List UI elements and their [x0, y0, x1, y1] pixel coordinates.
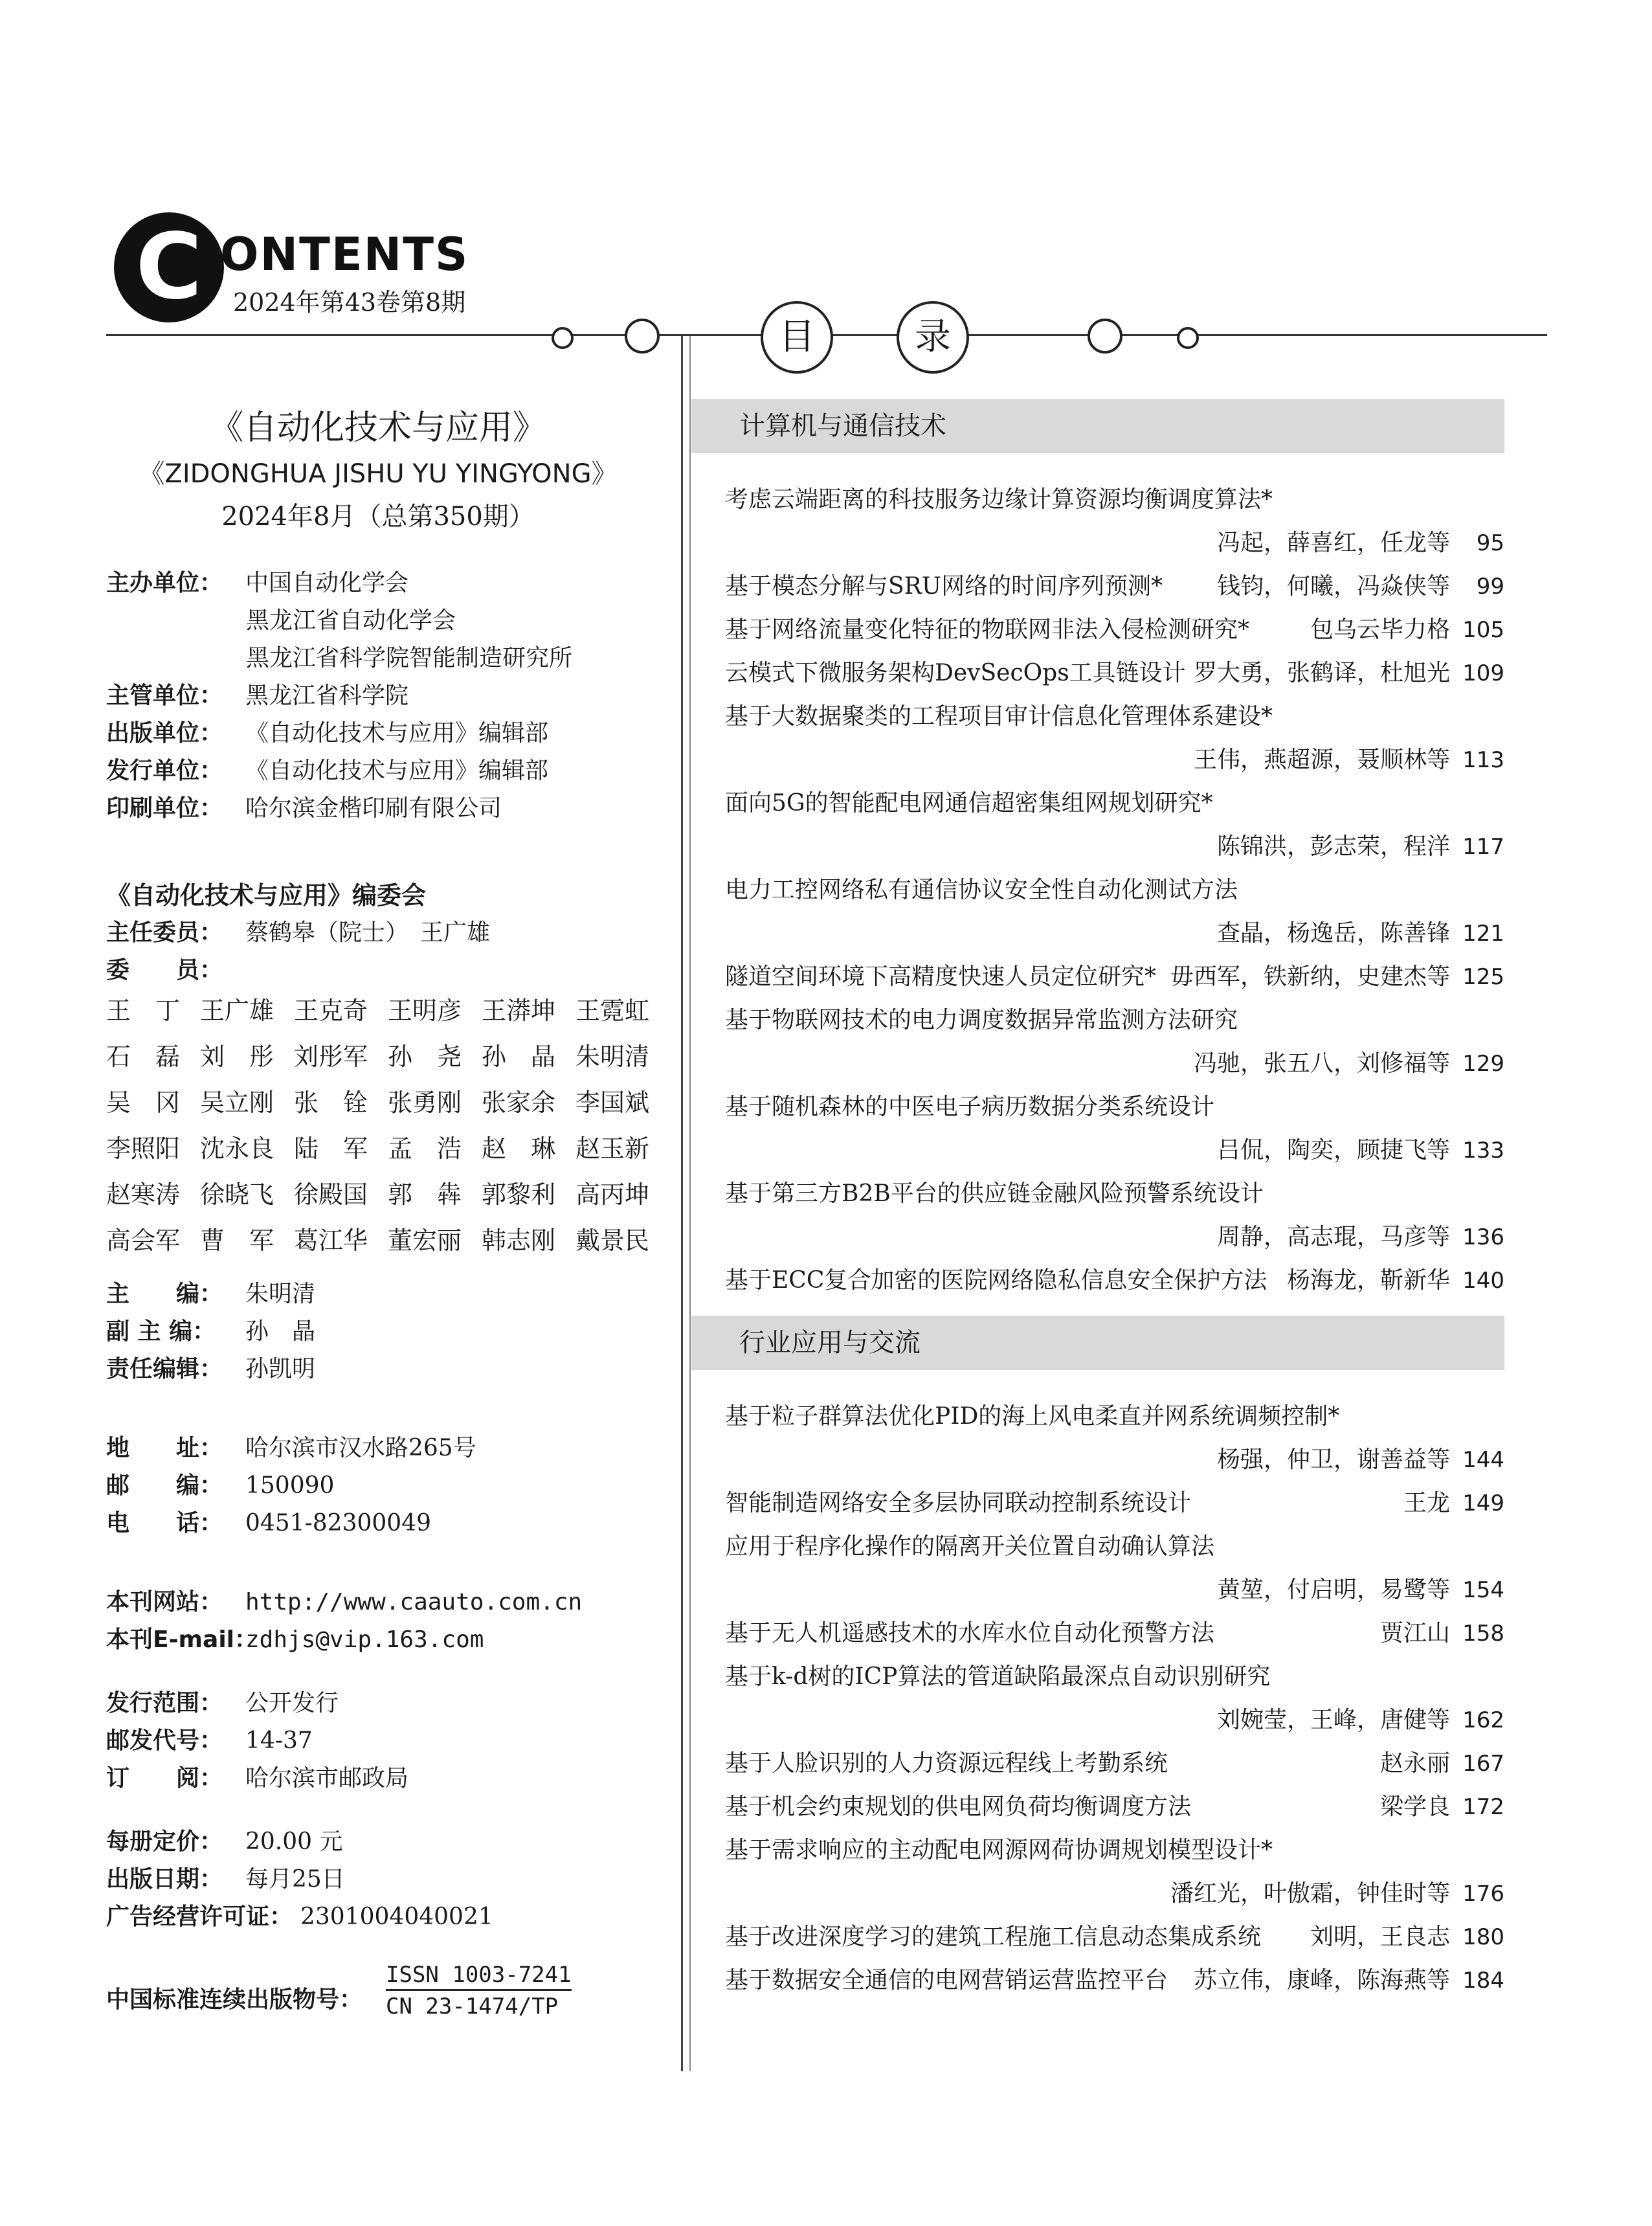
toc-authors: 黄堃，付启明，易鹭等: [1216, 1577, 1450, 1603]
postcode-value: 150090: [245, 1472, 335, 1499]
website-link[interactable]: http://www.caauto.com.cn: [245, 1589, 583, 1615]
director-label: 主任委员：: [106, 919, 223, 946]
committee-member: 韩志刚: [482, 1226, 556, 1255]
toc-entry[interactable]: [725, 1529, 1504, 1565]
publish-date-label: 出版日期：: [106, 1866, 223, 1893]
director-row: [106, 914, 490, 947]
distribution-range-label: 发行范围：: [106, 1690, 223, 1716]
toc-title: 云模式下微服务架构DevSecOps工具链设计: [725, 660, 1186, 686]
committee-member: 刘 彤: [200, 1042, 274, 1071]
toc-title: 基于无人机遥感技术的水库水位自动化预警方法: [725, 1620, 1215, 1647]
toc-authors: 梁学良: [1379, 1793, 1450, 1820]
committee-member: 石 磊: [106, 1042, 181, 1071]
committee-member: 郭黎利: [482, 1180, 556, 1209]
toc-page: 125: [1462, 964, 1504, 990]
toc-title: 基于机会约束规划的供电网负荷均衡调度方法: [725, 1793, 1192, 1820]
publisher-label: 出版单位：: [106, 720, 223, 747]
issn-label: 中国标准连续出版物号：: [106, 1986, 363, 2013]
committee-member: 吴立刚: [200, 1088, 274, 1117]
deputy-editor-value: 孙 晶: [245, 1318, 316, 1345]
toc-entry[interactable]: [725, 1089, 1504, 1125]
toc-entry[interactable]: [725, 1876, 1504, 1912]
committee-member: 陆 军: [294, 1134, 368, 1163]
phone-row: [106, 1505, 431, 1538]
chief-editor-row: [106, 1276, 315, 1309]
committee-member: 徐殿国: [294, 1180, 368, 1209]
toc-title: 基于随机森林的中医电子病历数据分类系统设计: [725, 1094, 1215, 1120]
toc-entry[interactable]: [725, 655, 1504, 691]
committee-member: 王漭坤: [482, 996, 556, 1025]
issn-number: ISSN 1003-7241: [386, 1962, 572, 1991]
address-value: 哈尔滨市汉水路265号: [245, 1435, 476, 1461]
toc-authors: 贾江山: [1379, 1620, 1450, 1647]
toc-authors: 赵永丽: [1379, 1750, 1450, 1777]
issue-line: 2024年第43卷第8期: [233, 288, 466, 317]
price-label: 每册定价：: [106, 1828, 223, 1855]
cn-number: CN 23-1474/TP: [386, 1994, 559, 2019]
email-link[interactable]: zdhjs@vip.163.com: [245, 1626, 484, 1653]
toc-authors: 陈锦洪，彭志荣，程洋: [1216, 833, 1450, 860]
toc-entry[interactable]: [725, 742, 1504, 778]
toc-page: 180: [1462, 1924, 1504, 1950]
distribution-range-row: [106, 1685, 339, 1718]
postal-code-value: 14-37: [245, 1727, 313, 1754]
toc-title: 基于第三方B2B平台的供应链金融风险预警系统设计: [725, 1180, 1264, 1207]
supervisor-label: 主管单位：: [106, 682, 223, 709]
ring-ornament: [625, 319, 660, 354]
toc-entry[interactable]: [725, 1485, 1504, 1522]
publish-date-row: [106, 1861, 345, 1894]
section-header: 行业应用与交流: [691, 1316, 1504, 1370]
committee-member: 张勇刚: [388, 1088, 462, 1117]
toc-entry[interactable]: [725, 1002, 1504, 1039]
sponsor-label: 主办单位：: [106, 570, 223, 596]
toc-title: 电力工控网络私有通信协议安全性自动化测试方法: [725, 877, 1238, 903]
publisher-value: 《自动化技术与应用》编辑部: [245, 720, 549, 747]
toc-page: 95: [1476, 530, 1504, 556]
committee-member: 高丙坤: [575, 1180, 650, 1209]
subscribe-value: 哈尔滨市邮政局: [245, 1765, 409, 1792]
toc-page: 167: [1462, 1751, 1504, 1777]
responsible-editor-value: 孙凯明: [245, 1356, 316, 1382]
publish-date-value: 每月25日: [245, 1866, 345, 1893]
committee-member: 王广雄: [200, 996, 274, 1025]
phone-label: 电 话：: [106, 1510, 223, 1536]
toc-title: 应用于程序化操作的隔离开关位置自动确认算法: [725, 1533, 1215, 1560]
toc-page: 172: [1462, 1794, 1504, 1820]
toc-title: 基于模态分解与SRU网络的时间序列预测*: [725, 573, 1163, 600]
committee-member: 张家余: [482, 1088, 556, 1117]
toc-page: 113: [1462, 747, 1504, 773]
toc-title: 基于k-d树的ICP算法的管道缺陷最深点自动识别研究: [725, 1663, 1271, 1690]
ring-ornament: [1088, 319, 1122, 354]
toc-title: 基于网络流量变化特征的物联网非法入侵检测研究*: [725, 616, 1250, 643]
deputy-editor-row: [106, 1313, 315, 1346]
price-value: 20.00 元: [245, 1828, 343, 1855]
ad-license-row: [106, 1898, 493, 1931]
toc-authors: 刘明，王良志: [1310, 1924, 1450, 1950]
toc-page: 133: [1462, 1138, 1504, 1164]
section-header: 计算机与通信技术: [691, 399, 1504, 453]
toc-entry[interactable]: [725, 1702, 1504, 1738]
distribution-range-value: 公开发行: [245, 1690, 339, 1716]
committee-member: 曹 军: [200, 1226, 274, 1255]
toc-authors: 苏立伟，康峰，陈海燕等: [1193, 1967, 1450, 1994]
toc-entry[interactable]: [725, 1263, 1504, 1299]
committee-member: 孙 晶: [482, 1042, 556, 1071]
deputy-editor-label: 副 主 编：: [106, 1318, 216, 1345]
toc-authors: 杨强，仲卫，谢善益等: [1216, 1446, 1450, 1473]
committee-member: 王明彦: [388, 996, 462, 1025]
toc-authors: 周静，高志琨，马彦等: [1216, 1224, 1450, 1250]
responsible-editor-row: [106, 1351, 315, 1384]
toc-authors: 王伟，燕超源，聂顺林等: [1193, 747, 1450, 773]
distributor-row: [106, 752, 548, 785]
toc-page: 136: [1462, 1224, 1504, 1250]
committee-member: 戴景民: [575, 1226, 650, 1255]
supervisor-value: 黑龙江省科学院: [245, 682, 409, 709]
sponsor-value: 黑龙江省科学院智能制造研究所: [246, 645, 573, 671]
toc-title: 隧道空间环境下高精度快速人员定位研究*: [725, 963, 1157, 990]
toc-entry[interactable]: [725, 1399, 1504, 1435]
toc-page: 154: [1462, 1577, 1504, 1603]
responsible-editor-label: 责任编辑：: [106, 1356, 223, 1382]
toc-title: 考虑云端距离的科技服务边缘计算资源均衡调度算法*: [725, 486, 1273, 513]
toc-entry[interactable]: [725, 525, 1504, 561]
members-row: [106, 952, 245, 985]
chief-editor-value: 朱明清: [245, 1281, 316, 1307]
committee-member: 孙 尧: [388, 1042, 462, 1071]
toc-entry[interactable]: [725, 1615, 1504, 1652]
toc-title: 基于大数据聚类的工程项目审计信息化管理体系建设*: [725, 703, 1273, 730]
ad-license-label: 广告经营许可证：: [106, 1904, 293, 1930]
committee-member: 徐晓飞: [200, 1180, 274, 1209]
committee-member: 葛江华: [294, 1226, 368, 1255]
address-row: [106, 1430, 476, 1463]
committee-member: 沈永良: [200, 1134, 274, 1163]
toc-entry[interactable]: [725, 568, 1504, 605]
publisher-row: [106, 715, 548, 748]
toc-entry[interactable]: [725, 1832, 1504, 1869]
subscribe-row: [106, 1760, 408, 1793]
committee-member: 王克奇: [294, 996, 368, 1025]
email-label: 本刊E-mail：: [106, 1626, 258, 1653]
committee-member: 刘彤军: [294, 1042, 368, 1071]
price-row: [106, 1823, 343, 1856]
committee-member: 朱明清: [575, 1042, 650, 1071]
toc-page: 129: [1462, 1051, 1504, 1077]
printer-label: 印刷单位：: [106, 795, 223, 822]
toc-page: 121: [1462, 921, 1504, 947]
ad-license-value: 2301004040021: [300, 1904, 493, 1930]
committee-member: 董宏丽: [388, 1226, 462, 1255]
committee-member: 李国斌: [575, 1088, 650, 1117]
email-row: [106, 1621, 484, 1654]
postal-code-label: 邮发代号：: [106, 1727, 223, 1754]
distributor-label: 发行单位：: [106, 758, 223, 784]
toc-page: 105: [1462, 617, 1504, 643]
toc-entry[interactable]: [725, 1789, 1504, 1825]
mulu-char-circle: 录: [897, 301, 969, 374]
sponsor-value: 黑龙江省自动化学会: [246, 607, 456, 634]
toc-title: 智能制造网络安全多层协同联动控制系统设计: [725, 1490, 1192, 1516]
toc-authors: 潘红光，叶傲霜，钟佳时等: [1170, 1880, 1450, 1907]
toc-entry[interactable]: [725, 1046, 1504, 1082]
toc-entry[interactable]: [725, 612, 1504, 648]
website-row: [106, 1584, 582, 1617]
committee-member: 赵寒涛: [106, 1180, 181, 1209]
chief-editor-label: 主 编：: [106, 1281, 223, 1307]
postcode-label: 邮 编：: [106, 1472, 223, 1499]
toc-entry[interactable]: [725, 1919, 1504, 1955]
column-divider: [681, 336, 691, 2071]
subscribe-label: 订 阅：: [106, 1765, 223, 1792]
toc-entry[interactable]: [725, 1659, 1504, 1695]
phone-value: 0451-82300049: [245, 1510, 432, 1536]
toc-page: 144: [1462, 1447, 1504, 1473]
committee-member: 王 丁: [106, 996, 181, 1025]
toc-title: 基于人脸识别的人力资源远程线上考勤系统: [725, 1750, 1168, 1777]
toc-entry[interactable]: [725, 1176, 1504, 1212]
toc-title: 面向5G的智能配电网通信超密集组网规划研究*: [725, 790, 1213, 816]
toc-title: 基于改进深度学习的建筑工程施工信息动态集成系统: [725, 1924, 1262, 1950]
committee-member: 张 铨: [294, 1088, 368, 1117]
toc-title: 基于物联网技术的电力调度数据异常监测方法研究: [725, 1007, 1238, 1033]
toc-entry[interactable]: [725, 1219, 1504, 1255]
toc-entry[interactable]: [725, 482, 1504, 518]
committee-member: 郭 犇: [388, 1180, 462, 1209]
toc-page: 162: [1462, 1707, 1504, 1733]
journal-title: 《自动化技术与应用》: [209, 409, 546, 447]
toc-entry[interactable]: [725, 1132, 1504, 1169]
toc-page: 99: [1476, 574, 1504, 600]
printer-row: [106, 790, 502, 823]
toc-entry[interactable]: [725, 1572, 1504, 1608]
toc-entry[interactable]: [725, 829, 1504, 865]
toc-authors: 刘婉莹，王峰，唐健等: [1216, 1707, 1450, 1733]
committee-member: 吴 冈: [106, 1088, 181, 1117]
toc-entry[interactable]: [725, 872, 1504, 908]
address-label: 地 址：: [106, 1435, 223, 1461]
toc-page: 117: [1462, 834, 1504, 860]
toc-authors: 毋西军，铁新纳，史建杰等: [1170, 963, 1450, 990]
toc-title: 基于粒子群算法优化PID的海上风电柔直并网系统调频控制*: [725, 1403, 1340, 1430]
toc-authors: 冯驰，张五八，刘修福等: [1193, 1050, 1450, 1077]
toc-authors: 吕侃，陶奕，顾捷飞等: [1216, 1137, 1450, 1164]
toc-page: 176: [1462, 1881, 1504, 1907]
toc-page: 109: [1462, 660, 1504, 686]
sponsor-row: [106, 565, 408, 598]
printer-value: 哈尔滨金楷印刷有限公司: [245, 795, 502, 822]
toc-entry[interactable]: [725, 916, 1504, 952]
toc-authors: 冯起，薛喜红，任龙等: [1216, 530, 1450, 556]
toc-authors: 查晶，杨逸岳，陈善锋: [1216, 920, 1450, 947]
board-title: 《自动化技术与应用》编委会: [106, 881, 427, 910]
committee-member: 孟 浩: [388, 1134, 462, 1163]
issn-box: [386, 1962, 572, 2019]
ring-ornament: [552, 327, 574, 349]
committee-member: 赵 琳: [482, 1134, 556, 1163]
committee-member: 李照阳: [106, 1134, 181, 1163]
members-grid: [106, 991, 676, 1256]
distributor-value: 《自动化技术与应用》编辑部: [245, 758, 549, 784]
toc-entry[interactable]: [725, 1442, 1504, 1478]
toc-authors: 王龙: [1403, 1490, 1450, 1516]
toc-page: 158: [1462, 1621, 1504, 1647]
postcode-row: [106, 1467, 334, 1500]
mulu-char-circle: 目: [761, 301, 833, 374]
contents-logo-c: C: [114, 212, 224, 322]
committee-member: 赵玉新: [575, 1134, 650, 1163]
toc-entry[interactable]: [725, 959, 1504, 995]
toc-authors: 罗大勇，张鹤译，杜旭光: [1193, 660, 1450, 686]
toc-title: 基于数据安全通信的电网营销运营监控平台: [725, 1967, 1168, 1994]
toc-entry[interactable]: [725, 699, 1504, 735]
journal-pinyin: 《ZIDONGHUA JISHU YU YINGYONG》: [139, 459, 618, 489]
director-value: 蔡鹤皋（院士） 王广雄: [245, 919, 491, 946]
sponsor-value: 中国自动化学会: [245, 570, 409, 596]
members-label: 委 员：: [106, 957, 223, 984]
supervisor-row: [106, 677, 408, 710]
ring-ornament: [1177, 327, 1199, 349]
committee-member: 王霓虹: [575, 996, 650, 1025]
postal-code-row: [106, 1722, 313, 1755]
toc-title: 基于ECC复合加密的医院网络隐私信息安全保护方法: [725, 1267, 1267, 1294]
website-label: 本刊网站：: [106, 1589, 223, 1615]
toc-entry[interactable]: [725, 1746, 1504, 1782]
toc-page: 184: [1462, 1968, 1504, 1994]
toc-authors: 杨海龙，靳新华: [1286, 1267, 1450, 1294]
toc-page: 140: [1462, 1268, 1504, 1294]
journal-issue: 2024年8月（总第350期）: [221, 502, 535, 532]
committee-member: 高会军: [106, 1226, 181, 1255]
toc-entry[interactable]: [725, 1962, 1504, 1999]
toc-title: 基于需求响应的主动配电网源网荷协调规划模型设计*: [725, 1837, 1273, 1863]
toc-page: 149: [1462, 1490, 1504, 1516]
toc-authors: 钱钧，何曦，冯焱侠等: [1216, 573, 1450, 600]
contents-logo-word: ONTENTS: [220, 228, 469, 281]
toc-authors: 包乌云毕力格: [1310, 616, 1450, 643]
toc-entry[interactable]: [725, 785, 1504, 822]
